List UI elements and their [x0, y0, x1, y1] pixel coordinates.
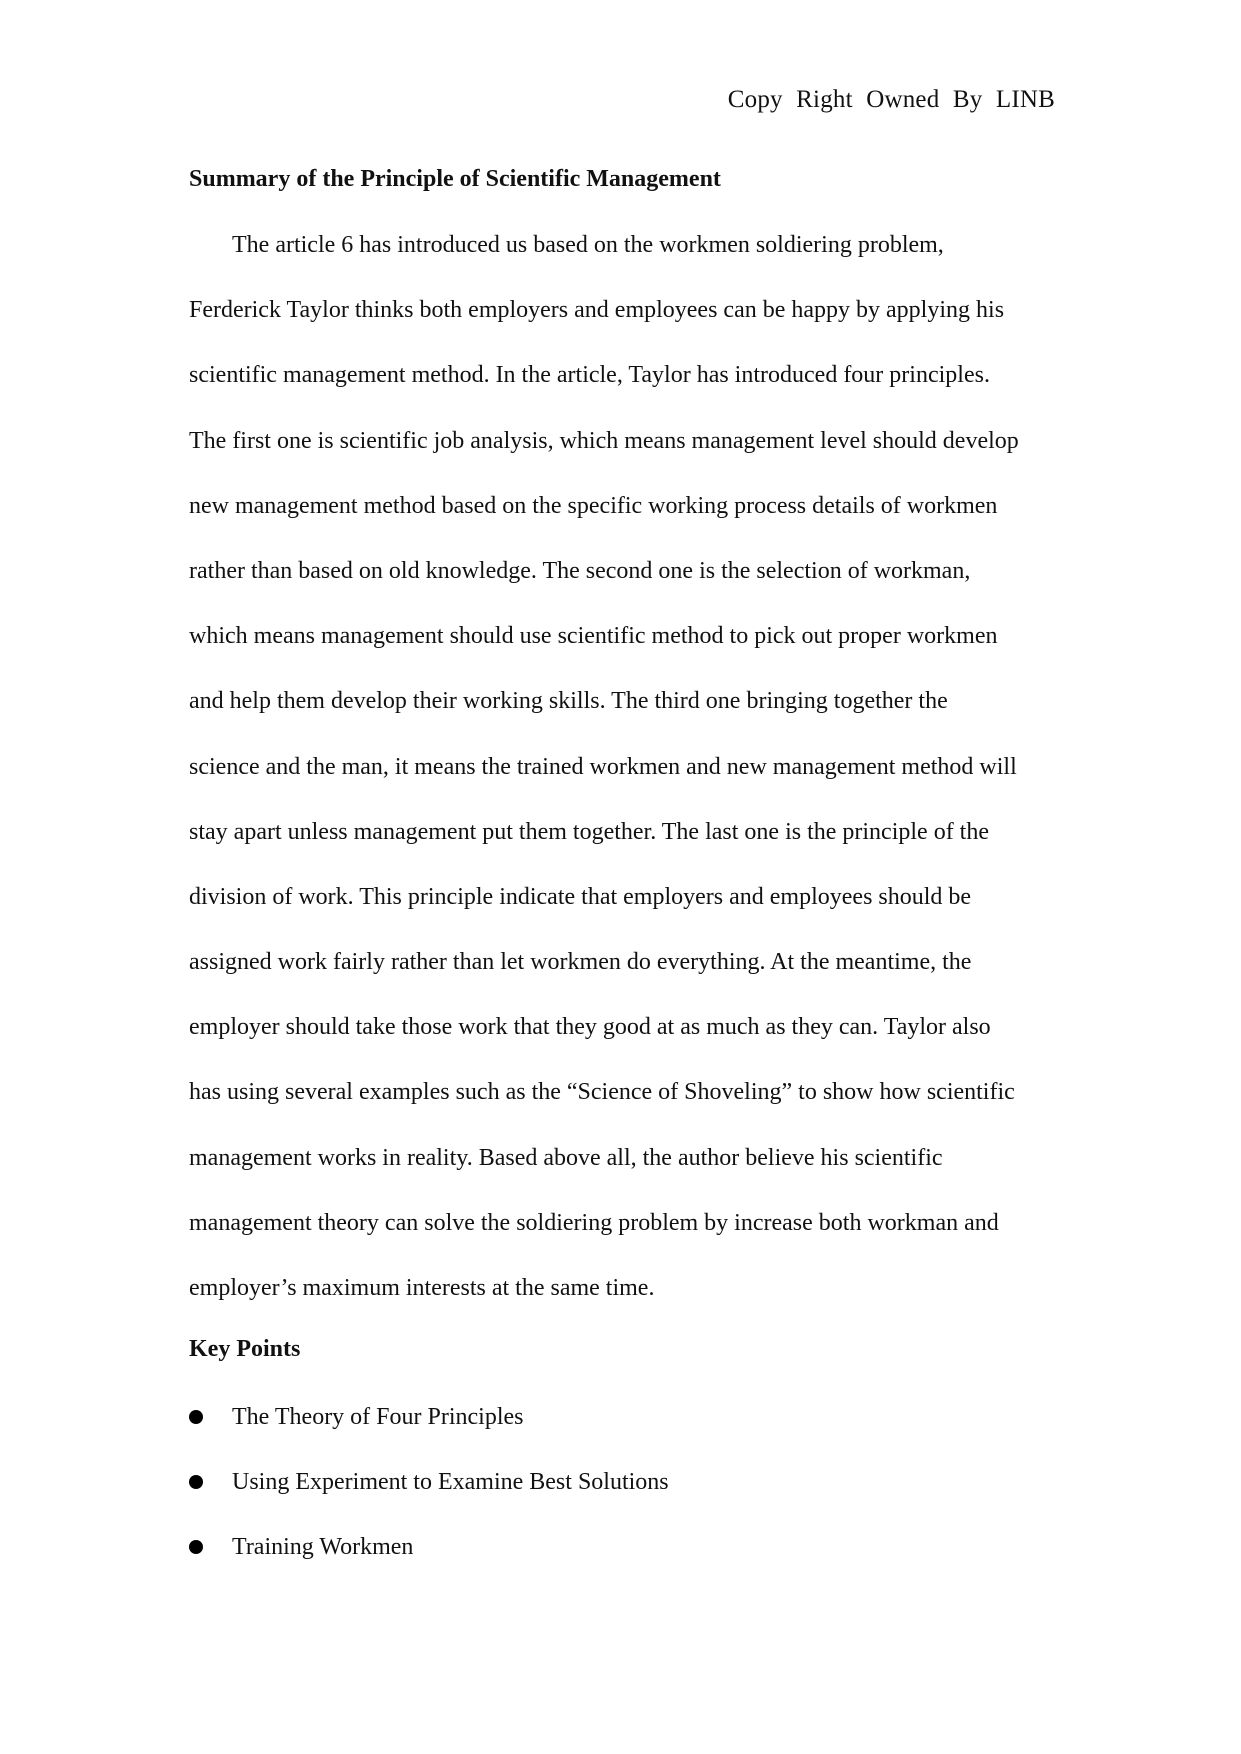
paragraph-line: assigned work fairly rather than let workmen do everything. At the meantime, the: [189, 949, 972, 976]
copyright-note: Copy Right Owned By LINB: [727, 86, 1055, 113]
bullet-icon: [189, 1475, 203, 1489]
key-point-text: Using Experiment to Examine Best Solutions: [232, 1469, 669, 1496]
paragraph-line: which means management should use scientific method to pick out proper workmen: [189, 623, 998, 650]
key-point-text: The Theory of Four Principles: [232, 1404, 524, 1430]
paragraph-line: new management method based on the specific working process details of workmen: [189, 492, 998, 519]
paragraph-line: The first one is scientific job analysis, which means management level should develop: [189, 427, 1019, 454]
paragraph-line: scientific management method. In the article, Taylor has introduced four principles.: [189, 362, 990, 389]
paragraph-line: division of work. This principle indicate that employers and employees should be: [189, 883, 972, 910]
key-point-item: [189, 1530, 669, 1595]
paragraph-line: has using several examples such as the “Science of Shoveling” to show how scientific: [189, 1079, 1015, 1106]
key-point-item: [189, 1400, 669, 1465]
paragraph-line: science and the man, it means the trained workmen and new management method will: [189, 753, 1017, 780]
bullet-icon: [189, 1540, 203, 1554]
key-points-list: [189, 1400, 669, 1596]
paragraph-line: employer’s maximum interests at the same time.: [189, 1275, 655, 1301]
paragraph-line: stay apart unless management put them together. The last one is the principle of the: [189, 818, 990, 845]
paragraph-line: The article 6 has introduced us based on the workmen soldiering problem,: [232, 232, 944, 258]
key-point-item: [189, 1465, 669, 1530]
paragraph-line: employer should take those work that they good at as much as they can. Taylor also: [189, 1014, 991, 1041]
key-points-heading: Key Points: [189, 1336, 301, 1362]
summary-paragraph: [189, 228, 1053, 1336]
bullet-icon: [189, 1410, 203, 1424]
paragraph-line: Ferderick Taylor thinks both employers and employees can be happy by applying his: [189, 297, 1005, 324]
key-point-text: Training Workmen: [232, 1534, 414, 1561]
paragraph-line: management theory can solve the soldiering problem by increase both workman and: [189, 1209, 999, 1236]
paragraph-line: and help them develop their working skills. The third one bringing together the: [189, 688, 948, 715]
paragraph-line: rather than based on old knowledge. The second one is the selection of workman,: [189, 557, 971, 584]
paragraph-line: management works in reality. Based above all, the author believe his scientific: [189, 1144, 943, 1171]
document-title: Summary of the Principle of Scientific Management: [189, 166, 721, 192]
